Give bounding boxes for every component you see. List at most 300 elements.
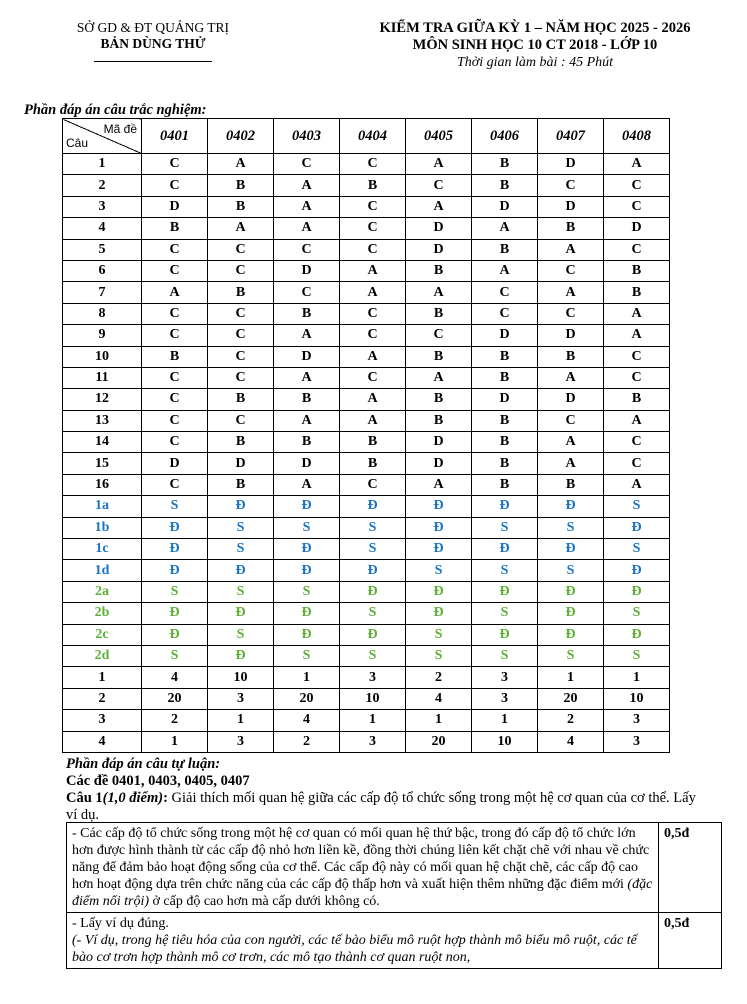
answer-cell: C xyxy=(604,175,670,196)
essay-exam-codes: Các đề 0401, 0403, 0405, 0407 xyxy=(66,773,250,789)
answer-cell: Đ xyxy=(142,603,208,624)
answer-cell: S xyxy=(208,581,274,602)
answer-cell: A xyxy=(208,218,274,239)
answer-cell: D xyxy=(538,154,604,175)
answer-cell: 3 xyxy=(340,731,406,752)
answer-cell: C xyxy=(274,239,340,260)
answer-cell: A xyxy=(340,282,406,303)
table-row xyxy=(63,282,670,303)
answer-cell: S xyxy=(604,539,670,560)
answer-cell: D xyxy=(406,239,472,260)
answer-cell: A xyxy=(208,154,274,175)
question-number-cell: 3 xyxy=(63,196,142,217)
answer-cell: 20 xyxy=(538,688,604,709)
essay-answer-row xyxy=(67,823,722,913)
answer-cell: A xyxy=(472,218,538,239)
table-row xyxy=(63,346,670,367)
answer-cell: D xyxy=(142,453,208,474)
table-row xyxy=(63,389,670,410)
answer-cell: Đ xyxy=(208,496,274,517)
answer-cell: C xyxy=(406,175,472,196)
answer-cell: C xyxy=(208,239,274,260)
question-number-cell: 6 xyxy=(63,260,142,281)
essay-section xyxy=(66,756,706,824)
answer-cell: S xyxy=(142,496,208,517)
table-row xyxy=(63,196,670,217)
answer-cell: Đ xyxy=(538,539,604,560)
answer-text-tail: ở cấp độ cao hơn mà cấp dưới không có. xyxy=(149,894,380,909)
answer-cell: C xyxy=(208,410,274,431)
answer-cell: A xyxy=(604,410,670,431)
question-colon: : xyxy=(163,790,168,806)
answer-cell: D xyxy=(538,196,604,217)
answer-cell: B xyxy=(472,175,538,196)
answer-cell: C xyxy=(472,303,538,324)
essay-section-title: Phần đáp án câu tự luận: xyxy=(66,756,221,772)
answer-cell: B xyxy=(340,432,406,453)
answer-cell: B xyxy=(472,410,538,431)
answer-cell: B xyxy=(340,175,406,196)
answer-cell: C xyxy=(208,260,274,281)
answer-cell: A xyxy=(274,367,340,388)
table-row xyxy=(63,175,670,196)
answer-cell: 1 xyxy=(274,667,340,688)
answer-cell: A xyxy=(274,218,340,239)
time-limit: Thời gian làm bài : 45 Phút xyxy=(456,55,614,70)
exam-code-cell: 0407 xyxy=(538,119,604,154)
answer-cell: A xyxy=(538,367,604,388)
answer-cell: S xyxy=(538,560,604,581)
department-name: SỞ GD & ĐT QUẢNG TRỊ xyxy=(76,20,230,35)
answer-cell: B xyxy=(406,303,472,324)
question-number-cell: 7 xyxy=(63,282,142,303)
answer-cell: S xyxy=(208,517,274,538)
answer-cell: A xyxy=(274,474,340,495)
answer-cell: Đ xyxy=(406,496,472,517)
answer-cell: 1 xyxy=(472,710,538,731)
answer-cell: B xyxy=(604,282,670,303)
question-number-cell: 9 xyxy=(63,325,142,346)
answer-cell: 3 xyxy=(604,731,670,752)
table-row xyxy=(63,260,670,281)
answer-cell: C xyxy=(142,432,208,453)
question-number-cell: 4 xyxy=(63,731,142,752)
answer-text-italic: (đặc điểm nổi trội) xyxy=(72,877,653,909)
answer-cell: D xyxy=(472,389,538,410)
answer-cell: Đ xyxy=(142,539,208,560)
answer-cell: A xyxy=(406,196,472,217)
answer-cell: A xyxy=(538,432,604,453)
answer-cell: C xyxy=(142,474,208,495)
essay-score: 0,5đ xyxy=(659,913,722,969)
answer-cell: Đ xyxy=(208,560,274,581)
answer-cell: S xyxy=(142,645,208,666)
question-number-cell: 8 xyxy=(63,303,142,324)
header-divider xyxy=(94,61,212,62)
question-number-cell: 1d xyxy=(63,560,142,581)
answer-cell: C xyxy=(340,154,406,175)
question-label: Câu 1 xyxy=(66,790,103,806)
answer-cell: C xyxy=(340,474,406,495)
question-number-cell: 11 xyxy=(63,367,142,388)
answer-cell: B xyxy=(274,389,340,410)
answer-cell: 20 xyxy=(274,688,340,709)
answer-cell: S xyxy=(274,645,340,666)
answer-cell: C xyxy=(142,260,208,281)
table-row xyxy=(63,603,670,624)
answer-cell: Đ xyxy=(538,581,604,602)
answer-cell: C xyxy=(538,410,604,431)
answer-cell: S xyxy=(274,517,340,538)
answer-cell: Đ xyxy=(406,603,472,624)
answer-cell: 1 xyxy=(340,710,406,731)
answer-cell: B xyxy=(538,474,604,495)
table-row xyxy=(63,496,670,517)
table-row xyxy=(63,218,670,239)
answer-cell: Đ xyxy=(274,560,340,581)
question-number-cell: 3 xyxy=(63,710,142,731)
question-number-cell: 13 xyxy=(63,410,142,431)
answer-cell: S xyxy=(340,539,406,560)
table-row xyxy=(63,710,670,731)
answer-cell: 10 xyxy=(604,688,670,709)
answer-cell: B xyxy=(406,346,472,367)
answer-cell: 20 xyxy=(142,688,208,709)
answer-cell: 2 xyxy=(538,710,604,731)
exam-code-cell: 0406 xyxy=(472,119,538,154)
answer-cell: A xyxy=(340,346,406,367)
answer-cell: 1 xyxy=(538,667,604,688)
answer-cell: D xyxy=(472,325,538,346)
answer-cell: Đ xyxy=(340,496,406,517)
answer-cell: C xyxy=(604,196,670,217)
answer-cell: Đ xyxy=(340,560,406,581)
question-number-cell: 1c xyxy=(63,539,142,560)
answer-cell: C xyxy=(340,325,406,346)
answer-cell: D xyxy=(208,453,274,474)
answer-cell: B xyxy=(406,260,472,281)
answer-cell: B xyxy=(472,367,538,388)
answer-cell: C xyxy=(142,325,208,346)
question-number-cell: 14 xyxy=(63,432,142,453)
table-row xyxy=(63,432,670,453)
answer-cell: C xyxy=(274,282,340,303)
table-row xyxy=(63,667,670,688)
answer-cell: B xyxy=(406,389,472,410)
question-number-cell: 16 xyxy=(63,474,142,495)
answer-cell: D xyxy=(274,453,340,474)
answer-cell: B xyxy=(274,432,340,453)
answer-cell: 3 xyxy=(472,688,538,709)
essay-question xyxy=(66,790,706,824)
answer-cell: A xyxy=(604,474,670,495)
answer-cell: C xyxy=(340,303,406,324)
answer-cell: A xyxy=(406,367,472,388)
answer-cell: Đ xyxy=(406,581,472,602)
answer-cell: S xyxy=(340,645,406,666)
answer-cell: Đ xyxy=(472,624,538,645)
answer-cell: Đ xyxy=(142,560,208,581)
exam-code-cell: 0405 xyxy=(406,119,472,154)
answer-cell: Đ xyxy=(472,581,538,602)
question-number-cell: 2c xyxy=(63,624,142,645)
answer-cell: S xyxy=(274,581,340,602)
answer-cell: C xyxy=(472,282,538,303)
answer-cell: D xyxy=(274,260,340,281)
essay-answer-table xyxy=(66,822,722,969)
answer-cell: D xyxy=(538,389,604,410)
answer-cell: B xyxy=(274,303,340,324)
question-number-cell: 2 xyxy=(63,688,142,709)
answer-cell: B xyxy=(208,282,274,303)
answer-cell: A xyxy=(274,410,340,431)
answer-cell: A xyxy=(604,303,670,324)
answer-cell: 4 xyxy=(538,731,604,752)
answer-cell: S xyxy=(472,517,538,538)
answer-cell: A xyxy=(538,239,604,260)
answer-cell: Đ xyxy=(538,624,604,645)
answer-cell: S xyxy=(604,496,670,517)
answer-cell: A xyxy=(340,260,406,281)
answer-cell: B xyxy=(208,432,274,453)
answer-cell: Đ xyxy=(406,517,472,538)
answer-cell: C xyxy=(340,239,406,260)
answer-cell: Đ xyxy=(340,624,406,645)
header-left xyxy=(58,20,248,62)
answer-cell: A xyxy=(274,325,340,346)
answer-cell: Đ xyxy=(274,496,340,517)
table-row xyxy=(63,239,670,260)
answer-cell: 3 xyxy=(340,667,406,688)
answer-cell: D xyxy=(406,218,472,239)
answer-cell: Đ xyxy=(538,496,604,517)
header-right xyxy=(330,20,740,71)
answer-cell: 3 xyxy=(208,731,274,752)
answer-cell: A xyxy=(406,282,472,303)
answer-cell: B xyxy=(142,218,208,239)
essay-answer-row xyxy=(67,913,722,969)
answer-cell: C xyxy=(604,346,670,367)
answer-cell: A xyxy=(274,196,340,217)
subject-title: MÔN SINH HỌC 10 CT 2018 - LỚP 10 xyxy=(412,37,658,53)
answer-cell: Đ xyxy=(406,539,472,560)
answer-cell: B xyxy=(472,474,538,495)
answer-cell: Đ xyxy=(604,624,670,645)
answer-cell: C xyxy=(604,239,670,260)
answer-cell: C xyxy=(340,196,406,217)
answer-cell: C xyxy=(340,367,406,388)
answer-cell: B xyxy=(472,432,538,453)
table-row xyxy=(63,410,670,431)
answer-cell: 3 xyxy=(604,710,670,731)
answer-cell: C xyxy=(604,453,670,474)
answer-cell: 3 xyxy=(208,688,274,709)
answer-cell: A xyxy=(406,154,472,175)
answer-cell: B xyxy=(406,410,472,431)
table-row xyxy=(63,560,670,581)
answer-cell: C xyxy=(208,367,274,388)
answer-cell: 10 xyxy=(208,667,274,688)
question-number-cell: 2 xyxy=(63,175,142,196)
answer-cell: 1 xyxy=(142,731,208,752)
answer-cell: S xyxy=(406,560,472,581)
answer-cell: B xyxy=(604,389,670,410)
essay-score: 0,5đ xyxy=(659,823,722,913)
answer-cell: D xyxy=(472,196,538,217)
answer-cell: C xyxy=(142,303,208,324)
answer-cell: B xyxy=(538,218,604,239)
table-row xyxy=(63,645,670,666)
answer-cell: S xyxy=(472,603,538,624)
answer-cell: B xyxy=(208,175,274,196)
answer-cell: D xyxy=(538,325,604,346)
answer-cell: A xyxy=(604,325,670,346)
answer-cell: Đ xyxy=(472,496,538,517)
answer-cell: B xyxy=(340,453,406,474)
answer-cell: C xyxy=(538,303,604,324)
answer-cell: B xyxy=(472,346,538,367)
answer-cell: S xyxy=(142,581,208,602)
answer-cell: 1 xyxy=(406,710,472,731)
answer-cell: Đ xyxy=(472,539,538,560)
answer-cell: 4 xyxy=(406,688,472,709)
answer-cell: C xyxy=(142,175,208,196)
mcq-section-title: Phần đáp án câu trắc nghiệm: xyxy=(24,102,207,118)
question-number-cell: 12 xyxy=(63,389,142,410)
table-row xyxy=(63,453,670,474)
table-corner-cell xyxy=(63,119,142,154)
answer-cell: C xyxy=(538,175,604,196)
answer-cell: D xyxy=(604,218,670,239)
table-row xyxy=(63,367,670,388)
question-text: Giải thích mối quan hệ giữa các cấp độ tổ chức sống trong một hệ cơ quan của cơ thể. Lấy ví dụ. xyxy=(66,790,696,823)
table-row xyxy=(63,539,670,560)
answer-text: - Các cấp độ tổ chức sống trong một hệ cơ quan có mối quan hệ thứ bậc, trong đó cấp độ tổ chức lớn hơn được hình thành từ các cấp độ nhỏ hơn liền kề, đồng thời chúng liên kết chặt chẽ với nhau về chức năng để đảm bảo hoạt động sống của cơ thể. Các cấp độ này có mối quan hệ chặt chẽ, các cấp độ cao hơn hoạt động dựa trên chức năng của các cấp độ thấp hơn và xuất hiện thêm những đặc điểm mới xyxy=(72,826,650,892)
question-points: (1,0 điểm) xyxy=(102,790,164,806)
table-row xyxy=(63,688,670,709)
answer-cell: S xyxy=(406,645,472,666)
answer-cell: A xyxy=(538,453,604,474)
question-number-cell: 1 xyxy=(63,154,142,175)
answer-cell: S xyxy=(472,645,538,666)
answer-cell: S xyxy=(604,645,670,666)
answer-cell: D xyxy=(142,196,208,217)
answer-cell: A xyxy=(604,154,670,175)
answer-cell: B xyxy=(604,260,670,281)
answer-cell: D xyxy=(406,453,472,474)
question-number-cell: 5 xyxy=(63,239,142,260)
answer-cell: D xyxy=(406,432,472,453)
question-header: Câu xyxy=(66,136,89,150)
question-number-cell: 1b xyxy=(63,517,142,538)
answer-cell: Đ xyxy=(604,581,670,602)
answer-cell: A xyxy=(340,389,406,410)
answer-cell: A xyxy=(472,260,538,281)
answer-cell: S xyxy=(208,539,274,560)
answer-cell: 10 xyxy=(340,688,406,709)
answer-cell: B xyxy=(472,453,538,474)
answer-cell: S xyxy=(472,560,538,581)
answer-cell: C xyxy=(142,154,208,175)
answer-cell: S xyxy=(538,645,604,666)
answer-cell: C xyxy=(208,303,274,324)
essay-answer-text xyxy=(67,823,659,913)
table-row xyxy=(63,517,670,538)
answer-cell: C xyxy=(340,218,406,239)
answer-cell: B xyxy=(472,154,538,175)
mcq-header-row xyxy=(63,119,670,154)
exam-code-cell: 0402 xyxy=(208,119,274,154)
answer-cell: A xyxy=(142,282,208,303)
question-number-cell: 2b xyxy=(63,603,142,624)
question-number-cell: 4 xyxy=(63,218,142,239)
answer-cell: B xyxy=(142,346,208,367)
answer-cell: Đ xyxy=(604,517,670,538)
essay-answer-text xyxy=(67,913,659,969)
answer-cell: A xyxy=(406,474,472,495)
exam-code-cell: 0404 xyxy=(340,119,406,154)
answer-cell: 4 xyxy=(142,667,208,688)
exam-code-header: Mã đề xyxy=(103,122,137,136)
answer-cell: 1 xyxy=(604,667,670,688)
answer-cell: Đ xyxy=(538,603,604,624)
answer-cell: C xyxy=(142,367,208,388)
table-row xyxy=(63,624,670,645)
mcq-answer-table xyxy=(62,118,670,753)
answer-cell: 1 xyxy=(208,710,274,731)
trial-version-label: BẢN DÙNG THỬ xyxy=(100,36,206,51)
answer-cell: 2 xyxy=(406,667,472,688)
answer-cell: Đ xyxy=(274,603,340,624)
answer-example-italic: (- Ví dụ, trong hệ tiêu hóa của con người, các tế bào biểu mô ruột hợp thành mô biểu mô ruột, các tế bào cơ trơn hợp thành mô cơ trơn, các mô tạo thành cơ quan ruột non, xyxy=(72,933,637,965)
table-row xyxy=(63,154,670,175)
answer-cell: B xyxy=(208,389,274,410)
answer-cell: Đ xyxy=(604,560,670,581)
answer-cell: 10 xyxy=(472,731,538,752)
answer-cell: Đ xyxy=(274,539,340,560)
answer-cell: 20 xyxy=(406,731,472,752)
answer-cell: C xyxy=(406,325,472,346)
table-row xyxy=(63,303,670,324)
exam-code-cell: 0408 xyxy=(604,119,670,154)
answer-cell: Đ xyxy=(208,645,274,666)
answer-cell: 2 xyxy=(142,710,208,731)
answer-cell: B xyxy=(208,474,274,495)
answer-cell: C xyxy=(208,346,274,367)
question-number-cell: 2d xyxy=(63,645,142,666)
answer-cell: S xyxy=(538,517,604,538)
table-row xyxy=(63,325,670,346)
table-row xyxy=(63,581,670,602)
answer-text: - Lấy ví dụ đúng. xyxy=(72,916,169,931)
answer-cell: 2 xyxy=(274,731,340,752)
answer-cell: C xyxy=(274,154,340,175)
answer-cell: Đ xyxy=(340,581,406,602)
answer-cell: C xyxy=(142,389,208,410)
question-number-cell: 2a xyxy=(63,581,142,602)
answer-cell: B xyxy=(208,196,274,217)
question-number-cell: 1a xyxy=(63,496,142,517)
question-number-cell: 1 xyxy=(63,667,142,688)
answer-cell: C xyxy=(142,410,208,431)
answer-cell: Đ xyxy=(142,624,208,645)
answer-cell: C xyxy=(208,325,274,346)
answer-cell: C xyxy=(604,432,670,453)
answer-cell: S xyxy=(340,517,406,538)
answer-cell: A xyxy=(340,410,406,431)
answer-cell: A xyxy=(274,175,340,196)
exam-title: KIỂM TRA GIỮA KỲ 1 – NĂM HỌC 2025 - 2026 xyxy=(379,20,691,36)
